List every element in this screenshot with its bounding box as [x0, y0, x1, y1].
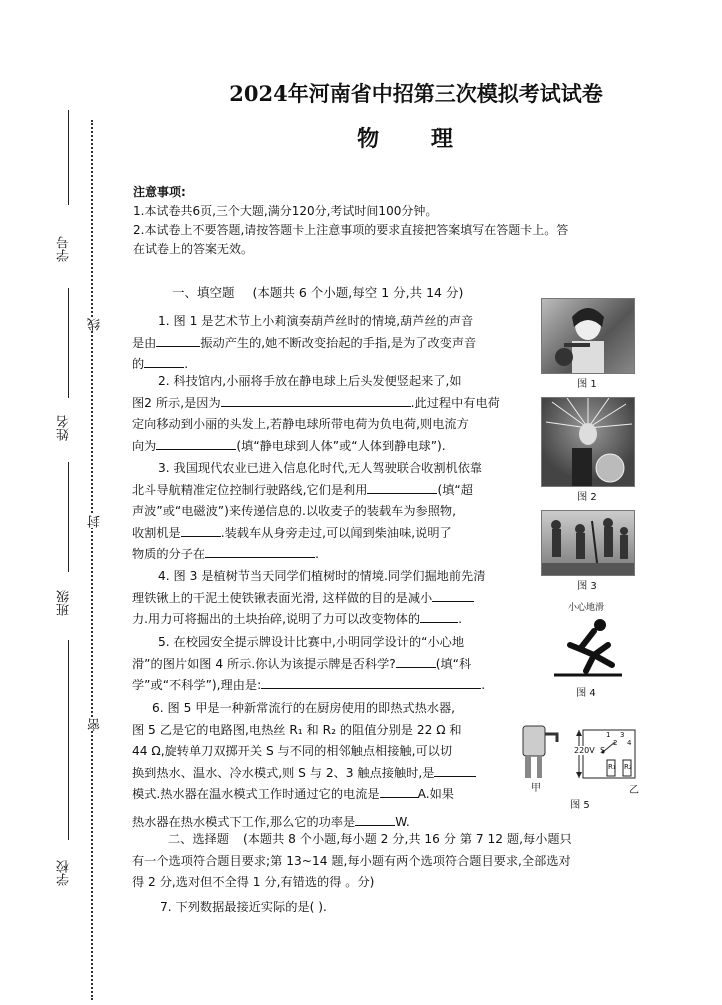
question-5	[132, 632, 532, 697]
q1-text: 振动产生的,她不断改变抬起的手指,是为了改变声音	[200, 335, 477, 350]
name-field-line	[68, 288, 69, 398]
figure-4-sign-text: 小心地滑	[567, 603, 604, 613]
notice-item-2a: 2.本试卷上不要答题,请按答题卡上注意事项的要求直接把答案填写在答题卡上。答	[133, 223, 569, 237]
figure-2-caption: 图 2	[577, 492, 597, 503]
q5-text: .	[481, 678, 486, 692]
q1-blank-1	[156, 333, 200, 347]
name-label: 姓名	[57, 415, 72, 441]
water-heater-faucet-icon	[515, 722, 565, 780]
q5-line3	[132, 675, 532, 697]
figure-3-image	[541, 510, 635, 576]
q3-line5	[132, 544, 532, 566]
q5-blank-2	[261, 675, 481, 689]
binding-dotted-line	[91, 120, 93, 1000]
q4-line3	[132, 609, 532, 631]
q3-line3: 声波”或“电磁波”)来传递信息的.以收麦子的装载车为参照物,	[132, 504, 456, 518]
q3-text: 北斗导航精准定位控制行驶路线,它们是利用	[132, 482, 368, 497]
q2-text: 图2 所示,是因为	[132, 395, 221, 410]
q6-text: 换到热水、温水、冷水模式,则 S 与 2、3 触点接触时,是	[132, 765, 435, 780]
circuit-r2-label: R₂	[624, 763, 632, 771]
slippery-sign-icon	[550, 615, 626, 679]
q2-line3: 定向移动到小丽的头发上,若静电球所带电荷为负电荷,则电流方	[132, 417, 469, 431]
exam-title: 2024年河南省中招第三次模拟考试试卷	[229, 81, 603, 106]
q3-text: 物质的分子在	[132, 547, 206, 561]
q5-line1: 5. 在校园安全提示牌设计比赛中,小明同学设计的“小心地	[158, 635, 465, 649]
question-4	[132, 566, 532, 631]
section1-note: (本题共 6 个小题,每空 1 分,共 14 分)	[252, 285, 464, 300]
q4-line1: 4. 图 3 是植树节当天同学们植树时的情境.同学们掘地前先清	[158, 569, 486, 583]
q6-text: 模式.热水器在温水模式工作时通过它的电流是	[132, 787, 380, 801]
q3-text: .装载车从身旁走过,可以闻到柴油味,说明了	[220, 525, 452, 540]
figure-5-jia-label: 甲	[531, 783, 541, 794]
circuit-node-4: 4	[627, 739, 632, 747]
figure-5-caption: 图 5	[570, 800, 590, 811]
section1-heading	[172, 283, 463, 301]
q1-blank-2	[144, 354, 184, 368]
question-1	[132, 311, 532, 376]
circuit-r1-label: R₁	[608, 763, 616, 771]
q1-text: 是由	[132, 335, 157, 350]
circuit-node-3: 3	[620, 731, 625, 739]
q3-blank-2	[181, 523, 221, 537]
notice-heading: 注意事项:	[133, 185, 186, 199]
section2-block	[132, 829, 712, 894]
q1-text: .	[184, 357, 189, 371]
q5-text: 学”或“不科学”),理由是:	[132, 678, 262, 692]
q5-text: (填“科	[435, 656, 472, 671]
q6-line2: 图 5 乙是它的电路图,电热丝 R₁ 和 R₂ 的阻值分别是 22 Ω 和	[132, 722, 462, 737]
section2-line1	[132, 829, 712, 851]
q4-text: 理铁锹上的干泥土使铁锹表面光滑, 这样做的目的是减小	[132, 590, 433, 605]
question-2	[132, 371, 532, 457]
question-3	[132, 458, 532, 566]
q1-line1: 1. 图 1 是艺术节上小莉演奏葫芦丝时的情境,葫芦丝的声音	[158, 314, 474, 328]
q6-blank-2	[380, 784, 418, 798]
figure-1-caption: 图 1	[577, 379, 597, 390]
figure-5-yi-label: 乙	[629, 785, 639, 796]
q2-text: .此过程中有电荷	[410, 395, 500, 410]
static-electricity-illustration	[542, 398, 634, 486]
q6-text: W.	[395, 814, 410, 829]
q2-blank-1	[221, 393, 411, 407]
seal-mark: 封	[88, 515, 103, 528]
class-label: 班级	[57, 590, 72, 616]
q2-line2	[132, 393, 532, 415]
q3-line4	[132, 523, 532, 545]
class-field-line	[68, 462, 69, 572]
q4-blank-2	[420, 609, 458, 623]
section2-note: (本题共 8 个小题,每小题 2 分,共 16 分 第 7 12 题,每小题只	[242, 832, 572, 846]
subject-title: 物 理	[357, 126, 475, 152]
q6-line4	[132, 763, 522, 785]
q4-line2	[132, 588, 532, 610]
q3-line1: 3. 我国现代农业已进入信息化时代,无人驾驶联合收割机依靠	[158, 461, 483, 475]
q6-line5	[132, 784, 522, 806]
q3-blank-3	[205, 544, 315, 558]
q6-blank-1	[434, 763, 476, 777]
musician-illustration	[542, 299, 634, 373]
section2-line2: 有一个选项符合题目要求;第 13~14 题,每小题有两个选项符合题目要求,全部选对	[132, 853, 571, 868]
circuit-node-1: 1	[606, 731, 611, 739]
student-id-label: 学号	[57, 236, 72, 262]
figure-1-image	[541, 298, 635, 374]
q6-line3: 44 Ω,旋转单刀双掷开关 S 与不同的相邻触点相接触,可以切	[132, 744, 453, 758]
q6-line1: 6. 图 5 甲是一种新常流行的在厨房使用的即热式热水器,	[152, 701, 456, 715]
q5-line2	[132, 654, 532, 676]
notice-item-2b: 在试卷上的答案无效。	[133, 242, 254, 256]
notice-item-1: 1.本试卷共6页,三个大题,满分120分,考试时间100分钟。	[133, 204, 438, 218]
q6-blank-3	[355, 812, 395, 826]
section2-title: 二、选择题	[168, 832, 229, 846]
circuit-switch-label: S	[600, 746, 606, 755]
q4-blank-1	[432, 588, 474, 602]
section1-title: 一、填空题	[172, 285, 235, 300]
q2-line4	[132, 436, 532, 458]
q3-blank-1	[367, 480, 437, 494]
q3-text: .	[315, 547, 319, 561]
section2-line3: 得 2 分,选对但不全得 1 分,有错选的得 。分)	[132, 875, 375, 889]
q4-text: 力.用力可将掘出的土块抬碎,说明了力可以改变物体的	[132, 612, 421, 626]
q5-text: 滑”的图片如图 4 所示.你认为该提示牌是否科学?	[132, 656, 396, 671]
secret-mark: 密	[88, 718, 103, 731]
q2-blank-2	[156, 436, 236, 450]
q2-text: (填“静电球到人体”或“人体到静电球”).	[236, 438, 446, 453]
q3-text: 收割机是	[132, 525, 181, 540]
figure-4-caption: 图 4	[576, 688, 596, 699]
q3-text: (填“超	[437, 482, 473, 497]
q6-text: A.如果	[417, 787, 454, 801]
question-7: 7. 下列数据最接近实际的是( ).	[160, 900, 327, 914]
figure-3-caption: 图 3	[577, 581, 597, 592]
q6-text: 热水器在热水模式下工作,那么它的功率是	[132, 814, 356, 829]
notice-block	[133, 183, 703, 259]
q3-line2	[132, 480, 532, 502]
tree-planting-illustration	[542, 511, 634, 575]
school-field-line	[68, 640, 69, 840]
q2-line1: 2. 科技馆内,小丽将手放在静电球上后头发便竖起来了,如	[158, 374, 462, 388]
q5-blank-1	[396, 654, 436, 668]
q1-text: 的	[132, 357, 145, 371]
q4-text: .	[458, 612, 462, 626]
q2-text: 向为	[132, 438, 157, 453]
line-mark: 线	[88, 318, 103, 331]
question-6	[132, 698, 522, 833]
school-label: 学校	[57, 860, 72, 886]
figure-2-image	[541, 397, 635, 487]
circuit-node-2: 2	[613, 739, 618, 747]
circuit-voltage-label: 220V	[574, 746, 595, 755]
q1-line2	[132, 333, 532, 355]
